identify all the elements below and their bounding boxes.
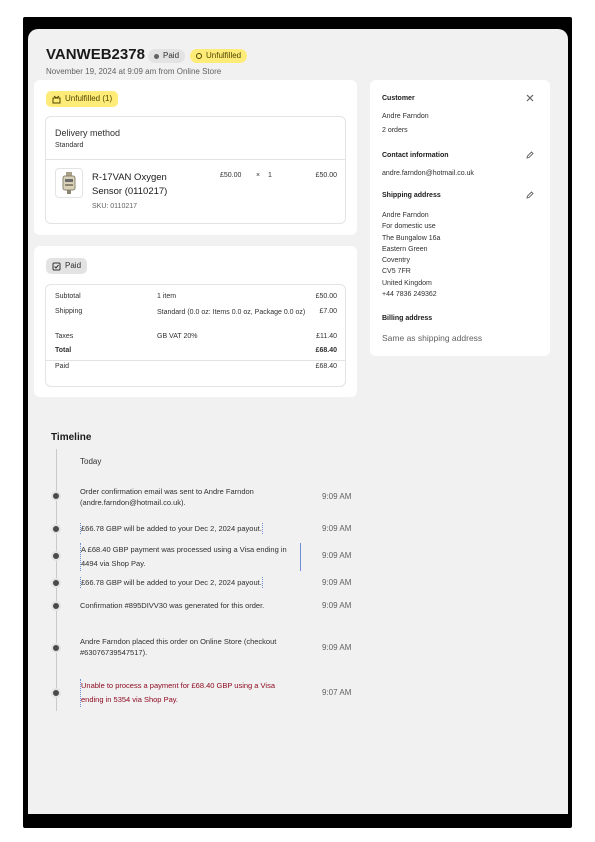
timeline-time: 9:09 AM (322, 578, 352, 587)
taxes-amount: £11.40 (316, 333, 337, 340)
timeline-event: £66.78 GBP will be added to your Dec 2, 2024 payout. (81, 578, 262, 587)
delivery-method-value: Standard (55, 142, 84, 149)
times-sign: × (256, 172, 261, 179)
shipping-address-heading: Shipping address (382, 192, 441, 199)
timeline-time: 9:07 AM (322, 688, 352, 697)
subtotal-desc: 1 item (157, 293, 177, 300)
line-total: £50.00 (315, 172, 337, 179)
delivery-method-heading: Delivery method (55, 128, 121, 138)
total-label: Total (55, 347, 72, 354)
subtotal-amount: £50.00 (315, 293, 337, 300)
paid-status-badge: Paid (148, 49, 185, 63)
status-dot-icon (154, 54, 159, 59)
paid-row-amount: £68.40 (315, 363, 337, 370)
timeline-time: 9:09 AM (322, 524, 352, 533)
divider (46, 159, 345, 160)
customer-heading: Customer (382, 95, 415, 102)
status-ring-icon (196, 53, 202, 59)
shipping-label: Shipping (55, 308, 83, 315)
fulfillment-box-icon (52, 95, 61, 104)
unfulfilled-status-badge: Unfulfilled (190, 49, 247, 63)
timeline-day: Today (80, 457, 102, 466)
timeline-time: 9:09 AM (322, 643, 352, 652)
timeline-event: £66.78 GBP will be added to your Dec 2, 2024 payout. (81, 524, 262, 533)
shipping-desc: Standard (0.0 oz: Items 0.0 oz, Package 0.0 oz) (157, 309, 306, 316)
shipping-amount: £7.00 (319, 308, 337, 315)
product-name[interactable]: R-17VAN Oxygen Sensor (0110217) (92, 172, 168, 197)
timeline-event: Order confirmation email was sent to Andre Farndon (andre.farndon@hotmail.co.uk). (80, 487, 254, 507)
timeline-time: 9:09 AM (322, 551, 352, 560)
order-page (28, 29, 568, 814)
timeline-time: 9:09 AM (322, 601, 352, 610)
paid-label: Paid (46, 258, 87, 274)
timeline-event: Andre Farndon placed this order on Online Store (checkout #63076739547517). (80, 637, 277, 657)
payment-card (34, 246, 357, 397)
timeline-event: Confirmation #895DIVV30 was generated for this order. (80, 601, 265, 610)
fulfillment-card (34, 80, 357, 235)
close-icon[interactable] (526, 94, 534, 102)
timeline-dot (51, 688, 61, 698)
oxygen-sensor-image-icon (56, 169, 82, 197)
fulfillment-details (45, 116, 346, 224)
customer-card (370, 80, 550, 356)
product-sku: SKU: 0110217 (92, 203, 138, 210)
customer-orders-link[interactable]: 2 orders (382, 127, 408, 134)
unit-price: £50.00 (220, 172, 242, 179)
customer-email-link[interactable]: andre.farndon@hotmail.co.uk (382, 170, 474, 177)
timeline-heading: Timeline (51, 432, 92, 443)
timeline-dot (51, 491, 61, 501)
edit-pencil-icon[interactable] (526, 151, 534, 159)
timeline-event: A £68.40 GBP payment was processed using a Visa ending in 4494 via Shop Pay. (80, 543, 301, 571)
total-amount: £68.40 (315, 347, 337, 354)
timeline-error-event: Unable to process a payment for £68.40 GBP using a Visa ending in 5354 via Shop Pay. (80, 679, 297, 707)
timeline-dot (51, 551, 61, 561)
timeline-dot (51, 524, 61, 534)
billing-address-heading: Billing address (382, 315, 433, 322)
taxes-label: Taxes (55, 333, 74, 340)
payment-summary (45, 284, 346, 387)
quantity: 1 (268, 172, 272, 179)
order-title: VANWEB2378 (46, 46, 145, 63)
shipping-address: Andre Farndon For domestic use The Bungalow 16a Eastern Green Coventry CV5 7FR United Kingdom +44 7836 249362 (382, 212, 441, 299)
contact-heading: Contact information (382, 152, 449, 159)
order-subtitle: November 19, 2024 at 9:09 am from Online Store (46, 67, 222, 76)
timeline-dot (51, 643, 61, 653)
product-thumbnail[interactable] (55, 168, 83, 198)
billing-address-value: Same as shipping address (382, 333, 483, 343)
edit-pencil-icon[interactable] (526, 191, 534, 199)
unfulfilled-label: Unfulfilled (1) (46, 91, 118, 107)
timeline-dot (51, 578, 61, 588)
receipt-check-icon (52, 262, 61, 271)
divider (46, 360, 345, 361)
taxes-desc: GB VAT 20% (157, 333, 198, 340)
subtotal-label: Subtotal (55, 293, 81, 300)
paid-row-label: Paid (55, 363, 70, 370)
timeline-time: 9:09 AM (322, 492, 352, 501)
customer-name-link[interactable]: Andre Farndon (382, 113, 429, 120)
timeline-dot (51, 601, 61, 611)
